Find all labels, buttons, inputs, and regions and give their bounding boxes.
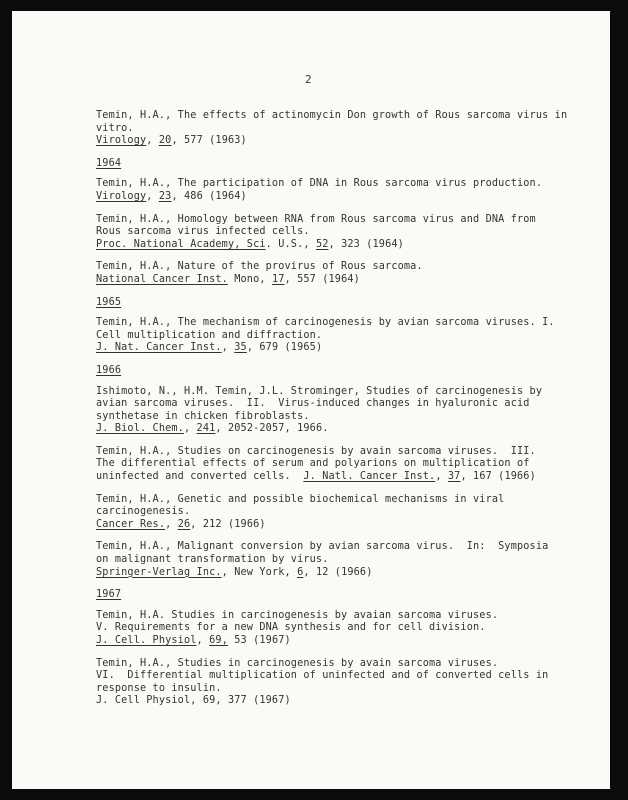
citation-text: uninfected and converted cells. xyxy=(96,471,304,483)
page-number: 2 xyxy=(305,73,312,86)
citation-line xyxy=(96,519,566,532)
citation-text: , xyxy=(221,342,235,354)
citation-underlined-text: 69, xyxy=(209,635,228,646)
citation-text: , xyxy=(196,635,210,646)
citation-text: Mono, xyxy=(227,273,272,285)
citation-underlined-text: Virology xyxy=(96,190,147,202)
citation-text: Temin, H.A., The effects of actinomycin Don growth of Rous sarcoma virus in xyxy=(96,110,568,121)
citation-text: Cell multiplication and diffraction. xyxy=(96,329,323,341)
citation-text: , xyxy=(146,135,159,147)
citation-line xyxy=(96,446,566,459)
citation-text: Temin, H.A. Studies in carcinogenesis by avaian sarcoma viruses. xyxy=(96,609,499,621)
year-section xyxy=(96,365,566,579)
citation-entry xyxy=(96,110,566,148)
citation-underlined-text: Proc. National Academy, Sci xyxy=(96,238,266,250)
year-heading: 1966 xyxy=(96,364,122,376)
citation-underlined-text: J. Cell. Physiol xyxy=(96,635,197,646)
citation-underlined-text: National Cancer Inst. xyxy=(96,273,228,285)
citation-line xyxy=(96,191,566,204)
citation-text: , 577 (1963) xyxy=(171,135,247,147)
citation-underlined-text: 35 xyxy=(234,342,247,354)
citation-line xyxy=(96,274,566,287)
citation-underlined-text: Springer-Verlag Inc. xyxy=(96,566,222,578)
citation-line xyxy=(96,239,566,252)
citation-entry xyxy=(96,494,566,532)
citation-text: response to insulin. xyxy=(96,682,222,694)
citation-entry xyxy=(96,214,566,252)
citation-underlined-text: 6 xyxy=(297,566,304,578)
citation-text: . U.S., xyxy=(265,238,316,250)
citation-text: Temin, H.A., Studies in carcinogenesis by avain sarcoma viruses. xyxy=(96,657,499,669)
citation-text: avian sarcoma viruses. II. Virus-induced changes in hyaluronic acid xyxy=(96,398,530,410)
citation-text: , 167 (1966) xyxy=(460,471,536,483)
citation-text: 53 (1967) xyxy=(227,635,291,646)
citation-underlined-text: 17 xyxy=(271,273,285,285)
citation-text: Temin, H.A., Genetic and possible biochemical mechanisms in viral xyxy=(96,493,505,505)
citation-line xyxy=(96,261,566,274)
citation-underlined-text: 37 xyxy=(447,471,461,483)
citation-text: VI. Differential multiplication of uninfected and of converted cells in xyxy=(96,670,549,682)
citation-text: , xyxy=(183,423,197,435)
citation-text: , xyxy=(165,518,178,530)
citation-text: , 679 (1965) xyxy=(246,342,323,354)
citation-line xyxy=(96,135,566,148)
citation-line xyxy=(96,506,566,519)
citation-line xyxy=(96,622,566,635)
citation-line xyxy=(96,226,566,239)
citation-line xyxy=(96,458,566,471)
citation-underlined-text: 241 xyxy=(196,423,216,435)
year-heading: 1965 xyxy=(96,296,122,308)
citation-underlined-text: J. Biol. Chem. xyxy=(96,423,184,435)
citation-line xyxy=(96,411,566,424)
citation-text: J. Cell Physiol, 69, 377 (1967) xyxy=(96,695,291,707)
citation-text: The differential effects of serum and polyarions on multiplication of xyxy=(96,458,530,470)
citation-underlined-text: J. Natl. Cancer Inst. xyxy=(303,471,436,483)
citation-line xyxy=(96,610,566,623)
year-heading: 1964 xyxy=(96,157,122,169)
citation-line xyxy=(96,398,566,411)
bibliography xyxy=(96,110,566,718)
citation-text: , 2052-2057, 1966. xyxy=(215,423,329,435)
citation-text: Ishimoto, N., H.M. Temin, J.L. Strominger, Studies of carcinogenesis by xyxy=(96,385,543,397)
citation-underlined-text: Virology xyxy=(96,135,147,147)
year-heading: 1967 xyxy=(96,589,122,601)
citation-text: Temin, H.A., The participation of DNA in Rous sarcoma virus production. xyxy=(96,178,543,190)
citation-line xyxy=(96,317,566,330)
citation-line xyxy=(96,695,566,708)
year-section xyxy=(96,158,566,287)
citation-text: , New York, xyxy=(221,566,298,578)
citation-entry xyxy=(96,386,566,436)
citation-entry xyxy=(96,446,566,484)
citation-line xyxy=(96,658,566,671)
citation-line xyxy=(96,386,566,399)
citation-text: synthetase in chicken fibroblasts. xyxy=(96,410,310,422)
citation-text: , xyxy=(146,190,159,202)
citation-text: V. Requirements for a new DNA synthesis and for cell division. xyxy=(96,622,486,634)
citation-text: vitro. xyxy=(96,122,134,134)
citation-entry xyxy=(96,317,566,355)
year-section xyxy=(96,297,566,355)
citation-line xyxy=(96,567,566,580)
citation-line xyxy=(96,554,566,567)
citation-line xyxy=(96,178,566,191)
citation-text: Temin, H.A., The mechanism of carcinogenesis by avian sarcoma viruses. I. xyxy=(96,317,555,329)
citation-line xyxy=(96,330,566,343)
citation-underlined-text: Cancer Res. xyxy=(96,518,166,530)
citation-text: Temin, H.A., Nature of the provirus of Rous sarcoma. xyxy=(96,261,423,273)
citation-underlined-text: 23 xyxy=(158,190,172,202)
citation-entry xyxy=(96,261,566,286)
citation-line xyxy=(96,123,566,136)
citation-underlined-text: J. Nat. Cancer Inst. xyxy=(96,342,222,354)
citation-underlined-text: 26 xyxy=(177,518,191,530)
citation-text: Rous sarcoma virus infected cells. xyxy=(96,226,310,238)
citation-entry xyxy=(96,610,566,648)
citation-text: , 486 (1964) xyxy=(171,190,247,202)
citation-text: , xyxy=(435,471,448,483)
citation-text: , 12 (1966) xyxy=(303,566,373,578)
citation-text: , 557 (1964) xyxy=(284,273,360,285)
citation-entry xyxy=(96,658,566,708)
citation-text: on malignant transformation by virus. xyxy=(96,554,329,566)
citation-line xyxy=(96,683,566,696)
citation-line xyxy=(96,670,566,683)
citation-line xyxy=(96,342,566,355)
citation-text: , 323 (1964) xyxy=(328,238,404,250)
year-section xyxy=(96,589,566,708)
citation-text: Temin, H.A., Malignant conversion by avian sarcoma virus. In: Symposia xyxy=(96,541,549,553)
citation-text: , 212 (1966) xyxy=(190,518,266,530)
citation-text: carcinogenesis. xyxy=(96,506,191,518)
citation-text: Temin, H.A., Studies on carcinogenesis by avain sarcoma viruses. III. xyxy=(96,445,536,457)
citation-entry xyxy=(96,178,566,203)
citation-line xyxy=(96,471,566,484)
citation-line xyxy=(96,214,566,227)
citation-line xyxy=(96,494,566,507)
citation-line xyxy=(96,541,566,554)
citation-line xyxy=(96,635,566,648)
citation-underlined-text: 52 xyxy=(315,238,329,250)
citation-line xyxy=(96,423,566,436)
citation-text: Temin, H.A., Homology between RNA from Rous sarcoma virus and DNA from xyxy=(96,213,536,225)
citation-entry xyxy=(96,541,566,579)
year-section xyxy=(96,110,566,148)
citation-underlined-text: 20 xyxy=(158,135,172,147)
citation-line xyxy=(96,110,566,123)
